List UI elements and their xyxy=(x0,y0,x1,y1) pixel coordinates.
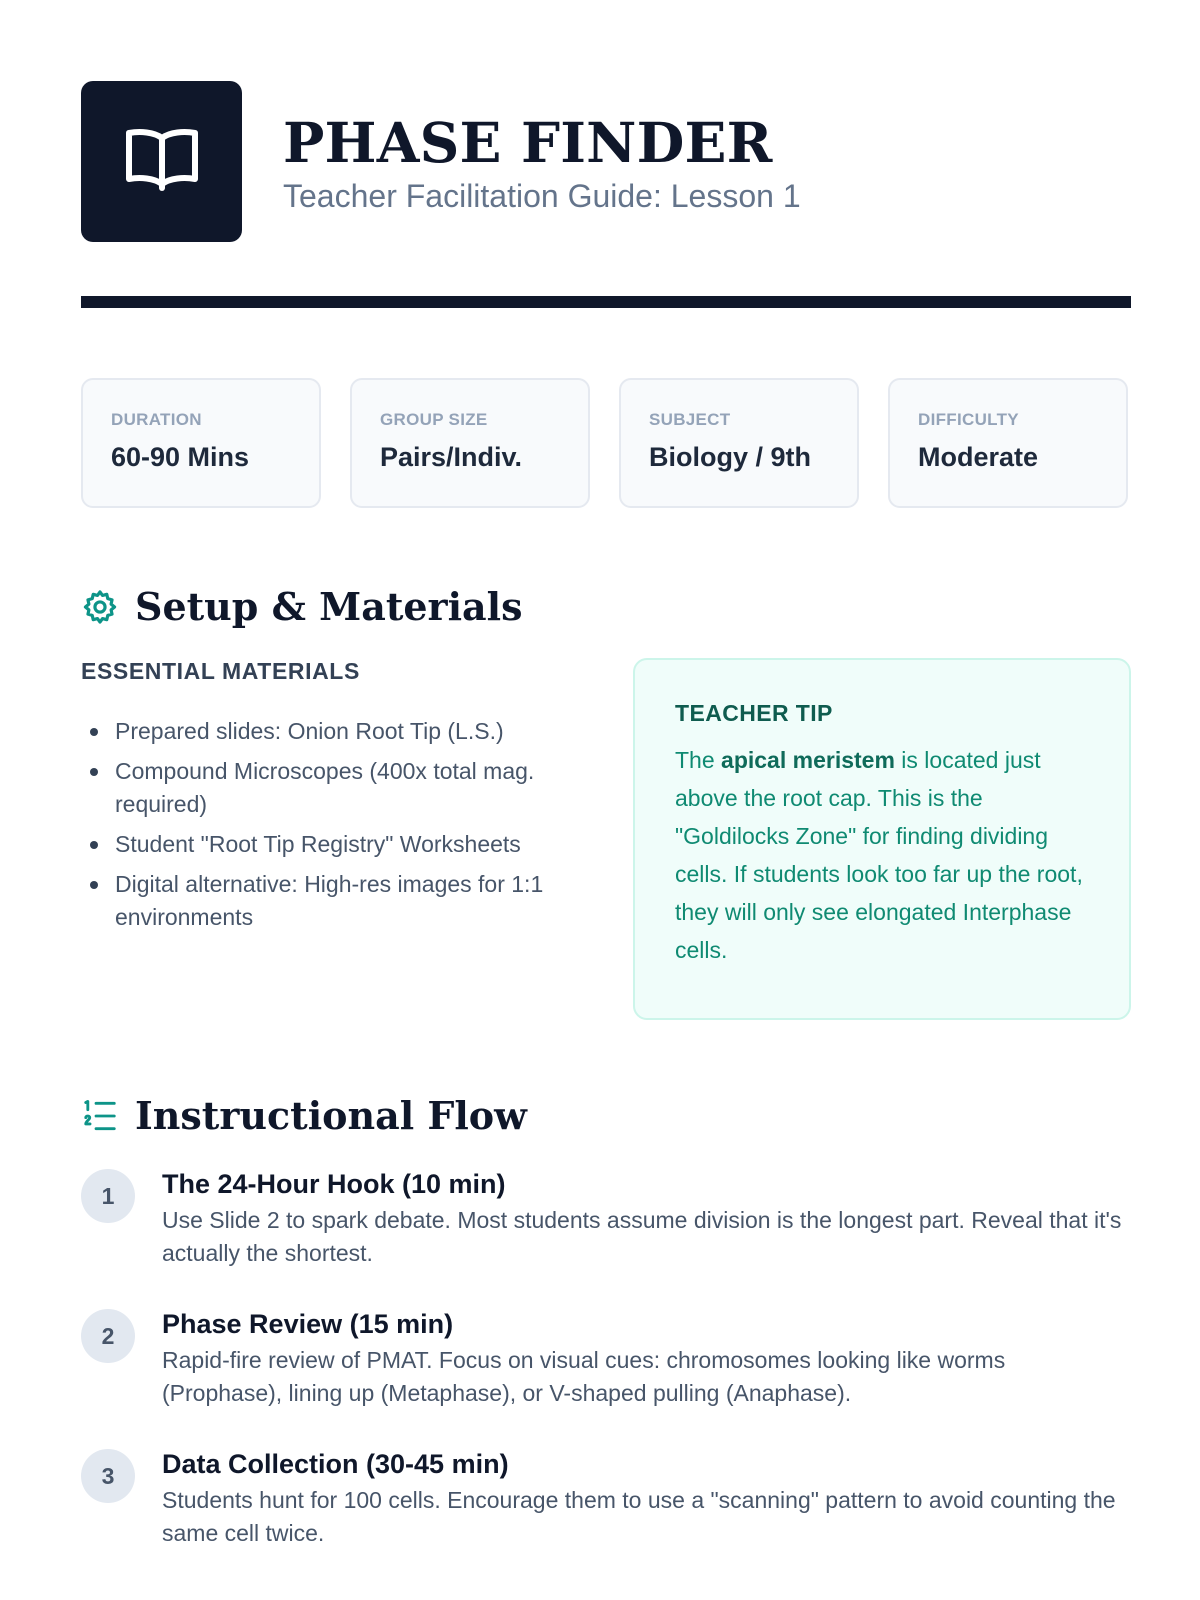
stat-card-difficulty xyxy=(888,378,1128,508)
page-subtitle: Teacher Facilitation Guide: Lesson 1 xyxy=(283,177,801,214)
materials-label: ESSENTIAL MATERIALS xyxy=(81,658,360,684)
stat-label: GROUP SIZE xyxy=(380,410,488,429)
step-item xyxy=(81,1166,1131,1270)
tip-text-end: is located just above the root cap. This is the "Goldilocks Zone" for finding dividing cells. If students look too far up the root, they will only see elongated Interphase cells. xyxy=(675,747,1083,963)
stat-value: Pairs/Indiv. xyxy=(380,442,523,472)
gear-icon xyxy=(81,588,119,626)
materials-column xyxy=(81,658,591,941)
step-description: Rapid-fire review of PMAT. Focus on visual cues: chromosomes looking like worms (Prophase), lining up (Metaphase), or V-shaped pulling (Anaphase). xyxy=(162,1347,1006,1406)
section-title: Setup & Materials xyxy=(135,584,523,629)
step-title: Data Collection (30-45 min) xyxy=(162,1449,509,1479)
step-title: Phase Review (15 min) xyxy=(162,1309,454,1339)
setup-section-heading xyxy=(81,584,522,629)
stat-label: DIFFICULTY xyxy=(918,410,1019,429)
step-content xyxy=(162,1166,1130,1270)
list-item: Student "Root Tip Registry" Worksheets xyxy=(115,828,591,861)
step-title: The 24-Hour Hook (10 min) xyxy=(162,1169,506,1199)
stat-card-group-size xyxy=(350,378,590,508)
list-item: Prepared slides: Onion Root Tip (L.S.) xyxy=(115,715,591,748)
numbered-list-icon xyxy=(81,1097,119,1135)
step-description: Use Slide 2 to spark debate. Most students assume division is the longest part. Reveal that it's actually the shortest. xyxy=(162,1207,1122,1266)
stat-value: Biology / 9th xyxy=(649,442,811,472)
tip-body xyxy=(675,741,1089,969)
teacher-tip-box xyxy=(633,658,1131,1020)
step-number-badge: 3 xyxy=(81,1449,135,1503)
tip-highlight: apical meristem xyxy=(721,747,895,773)
step-content xyxy=(162,1306,1130,1410)
page-title: PHASE FINDER xyxy=(283,109,773,175)
header xyxy=(81,81,1131,242)
header-text xyxy=(283,109,801,216)
flow-section-heading xyxy=(81,1093,527,1138)
list-item: Compound Microscopes (400x total mag. required) xyxy=(115,755,591,821)
tip-label: TEACHER TIP xyxy=(675,700,833,726)
step-description: Students hunt for 100 cells. Encourage them to use a "scanning" pattern to avoid counting the same cell twice. xyxy=(162,1487,1116,1546)
stat-label: DURATION xyxy=(111,410,202,429)
materials-list xyxy=(81,715,591,934)
stat-label: SUBJECT xyxy=(649,410,731,429)
logo xyxy=(81,81,242,242)
stats-row xyxy=(81,378,1131,508)
tip-text-start: The xyxy=(675,747,722,773)
guide-page xyxy=(81,81,1131,1546)
step-number-badge: 2 xyxy=(81,1309,135,1363)
step-number-badge: 1 xyxy=(81,1169,135,1223)
step-item xyxy=(81,1446,1131,1550)
stat-value: Moderate xyxy=(918,442,1039,472)
stat-card-subject xyxy=(619,378,859,508)
stat-value: 60-90 Mins xyxy=(111,442,250,472)
open-book-icon xyxy=(124,126,200,197)
section-title: Instructional Flow xyxy=(135,1093,527,1138)
list-item: Digital alternative: High-res images for 1:1 environments xyxy=(115,868,591,934)
header-divider xyxy=(81,296,1131,308)
stat-card-duration xyxy=(81,378,321,508)
step-item xyxy=(81,1306,1131,1410)
step-content xyxy=(162,1446,1130,1550)
instruction-steps xyxy=(81,1166,1131,1586)
